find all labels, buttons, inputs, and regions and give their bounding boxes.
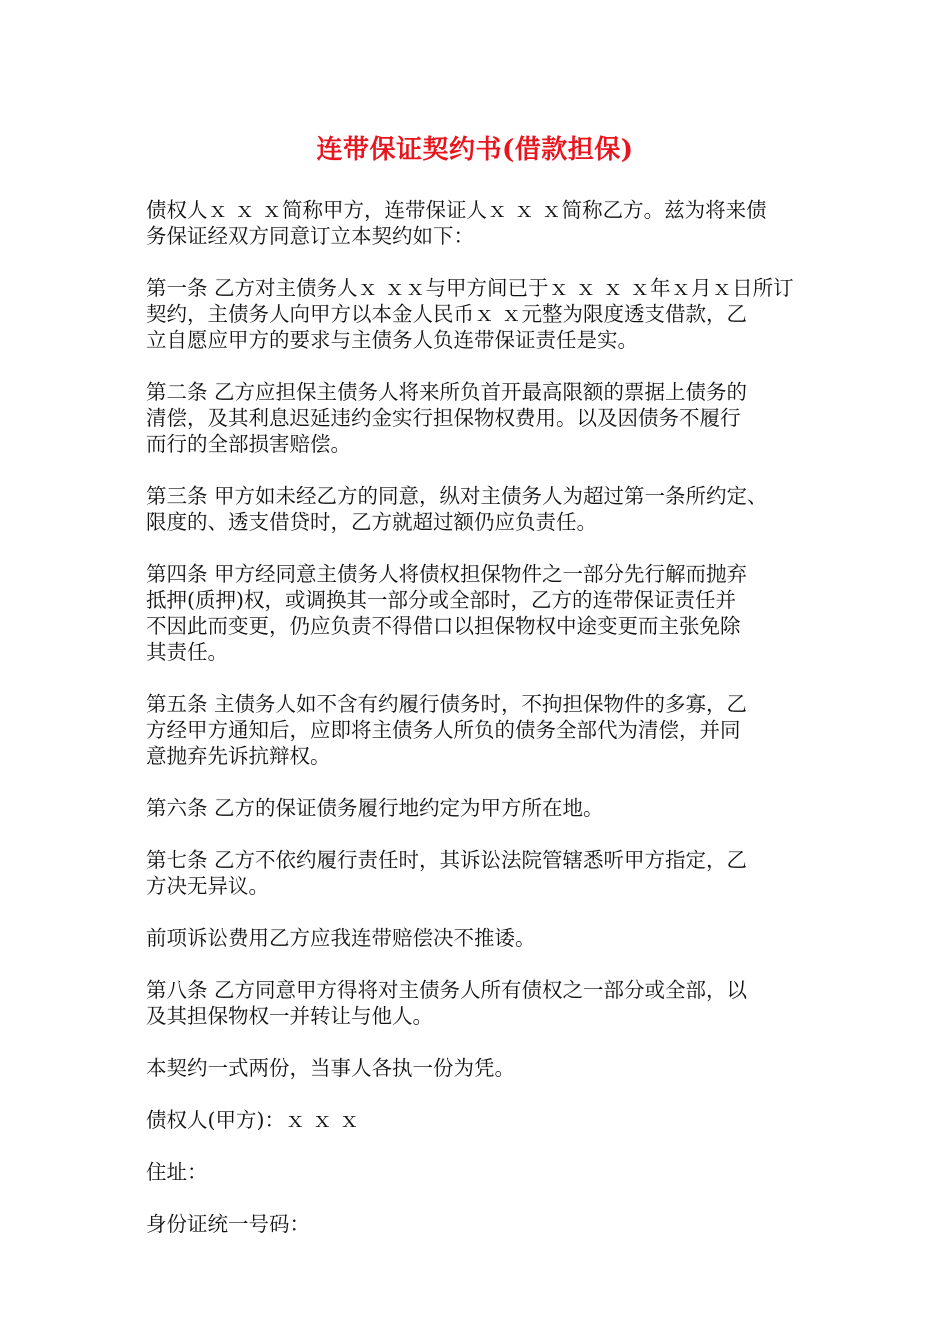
text-line: 立自愿应甲方的要求与主债务人负连带保证责任是实。 — [146, 328, 638, 352]
document-title: 连带保证契约书(借款担保) — [316, 135, 634, 165]
paragraph-article-1 — [146, 275, 826, 353]
text-line: 债权人(甲方)：ｘ ｘ ｘ — [146, 1108, 360, 1132]
paragraph-article-6 — [146, 795, 826, 821]
paragraph-copies — [146, 1055, 826, 1081]
paragraph-article-2 — [146, 379, 826, 457]
paragraph-preamble — [146, 197, 826, 249]
paragraph-id-number — [146, 1211, 826, 1237]
paragraph-litigation-costs — [146, 925, 826, 951]
paragraph-article-4 — [146, 561, 826, 665]
text-line: 抵押(质押)权，或调换其一部分或全部时，乙方的连带保证责任并 — [146, 588, 736, 612]
text-line: 务保证经双方同意订立本契约如下： — [146, 224, 474, 248]
text-line: 第二条 乙方应担保主债务人将来所负首开最高限额的票据上债务的 — [146, 380, 748, 404]
text-line: 清偿，及其利息迟延违约金实行担保物权费用。以及因债务不履行 — [146, 406, 741, 430]
document-body — [146, 197, 826, 1263]
text-line: 限度的、透支借贷时，乙方就超过额仍应负责任。 — [146, 510, 597, 534]
text-line: 第六条 乙方的保证债务履行地约定为甲方所在地。 — [146, 796, 604, 820]
text-line: 契约，主债务人向甲方以本金人民币ｘ ｘ元整为限度透支借款，乙 — [146, 302, 748, 326]
text-line: 第八条 乙方同意甲方得将对主债务人所有债权之一部分或全部，以 — [146, 978, 748, 1002]
paragraph-article-7 — [146, 847, 826, 899]
text-line: 其责任。 — [146, 640, 228, 664]
text-line: 住址： — [146, 1160, 208, 1184]
text-line: 第一条 乙方对主债务人ｘ ｘｘ与甲方间已于ｘ ｘ ｘ ｘ年ｘ月ｘ日所订 — [146, 276, 794, 300]
text-line: 方决无异议。 — [146, 874, 269, 898]
text-line: 本契约一式两份，当事人各执一份为凭。 — [146, 1056, 515, 1080]
paragraph-creditor — [146, 1107, 826, 1133]
text-line: 身份证统一号码： — [146, 1212, 310, 1236]
paragraph-article-5 — [146, 691, 826, 769]
text-line: 前项诉讼费用乙方应我连带赔偿决不推诿。 — [146, 926, 536, 950]
text-line: 第三条 甲方如未经乙方的同意，纵对主债务人为超过第一条所约定、 — [146, 484, 768, 508]
text-line: 方经甲方通知后，应即将主债务人所负的债务全部代为清偿，并同 — [146, 718, 741, 742]
text-line: 不因此而变更，仍应负责不得借口以担保物权中途变更而主张免除 — [146, 614, 741, 638]
text-line: 第四条 甲方经同意主债务人将债权担保物件之一部分先行解而抛弃 — [146, 562, 748, 586]
text-line: 意抛弃先诉抗辩权。 — [146, 744, 331, 768]
paragraph-article-3 — [146, 483, 826, 535]
text-line: 债权人ｘ ｘ ｘ简称甲方，连带保证人ｘ ｘ ｘ简称乙方。兹为将来债 — [146, 198, 767, 222]
text-line: 及其担保物权一并转让与他人。 — [146, 1004, 433, 1028]
paragraph-address — [146, 1159, 826, 1185]
text-line: 而行的全部损害赔偿。 — [146, 432, 351, 456]
text-line: 第七条 乙方不依约履行责任时，其诉讼法院管辖悉听甲方指定，乙 — [146, 848, 748, 872]
text-line: 第五条 主债务人如不含有约履行债务时，不拘担保物件的多寡，乙 — [146, 692, 748, 716]
paragraph-article-8 — [146, 977, 826, 1029]
